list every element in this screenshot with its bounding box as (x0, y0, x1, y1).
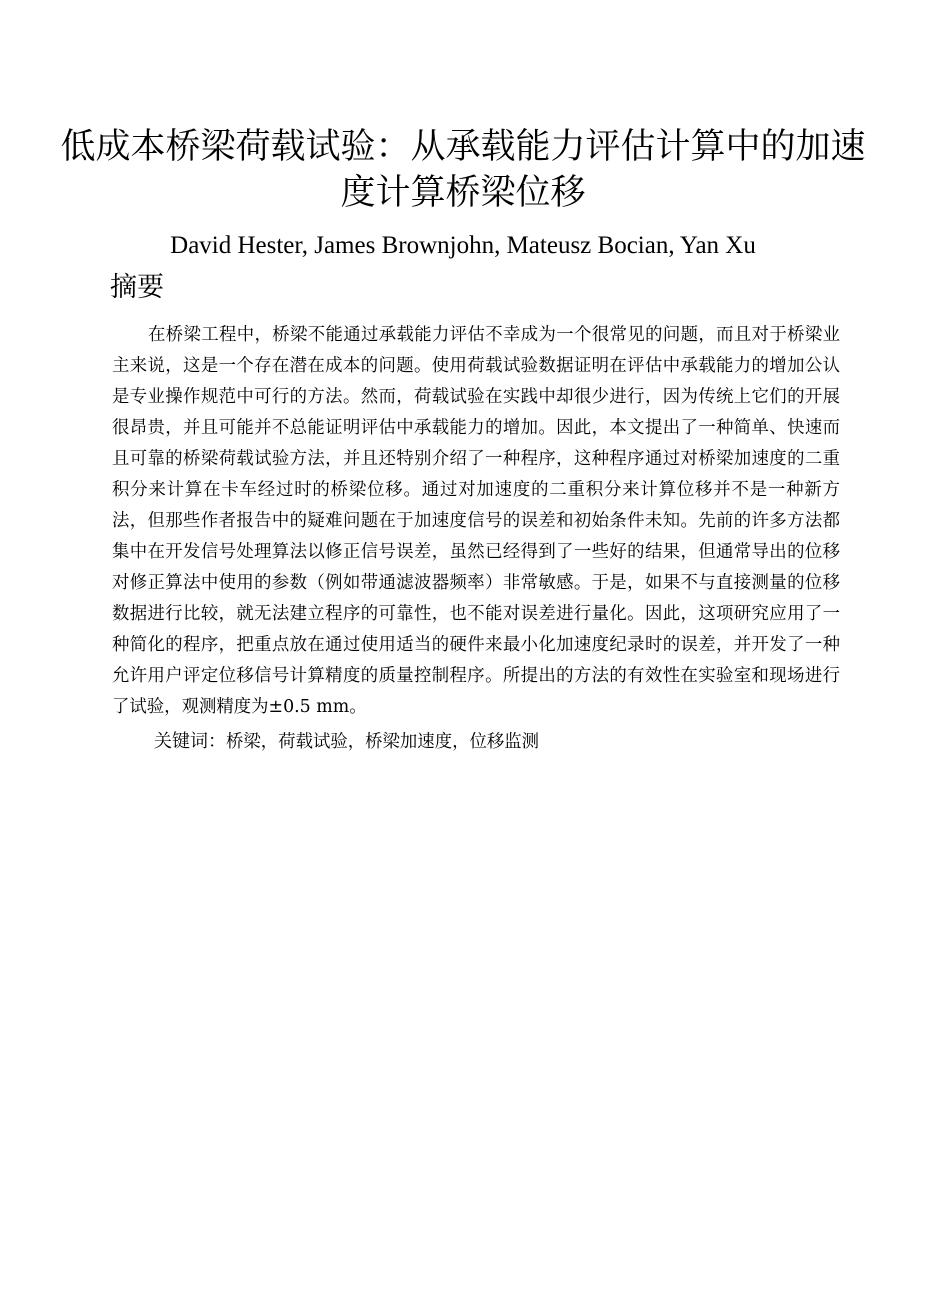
keywords-line (154, 726, 854, 758)
abstract-body: 在桥梁工程中，桥梁不能通过承载能力评估不幸成为一个很常见的问题，而且对于桥梁业主来说，这是一个存在潜在成本的问题。使用荷载试验数据证明在评估中承载能力的增加公认是专业操作规范中可行的方法。然而，荷载试验在实践中却很少进行，因为传统上它们的开展很昂贵，并且可能并不总能证明评估中承载能力的增加。因此，本文提出了一种简单、快速而且可靠的桥梁荷载试验方法，并且还特别介绍了一种程序，这种程序通过对桥梁加速度的二重积分来计算在卡车经过时的桥梁位移。通过对加速度的二重积分来计算位移并不是一种新方法，但那些作者报告中的疑难问题在于加速度信号的误差和初始条件未知。先前的许多方法都集中在开发信号处理算法以修正信号误差，虽然已经得到了一些好的结果，但通常导出的位移对修正算法中使用的参数（例如带通滤波器频率）非常敏感。于是，如果不与直接测量的位移数据进行比较，就无法建立程序的可靠性，也不能对误差进行量化。因此，这项研究应用了一种简化的程序，把重点放在通过使用适当的硬件来最小化加速度纪录时的误差，并开发了一种允许用户评定位移信号计算精度的质量控制程序。所提出的方法的有效性在实验室和现场进行了试验，观测精度为±0.5 mm。 (112, 325, 840, 717)
keywords-label: 关键词： (154, 731, 226, 752)
abstract-heading: 摘要 (110, 272, 164, 303)
paper-authors: David Hester, James Brownjohn, Mateusz Bocian, Yan Xu (170, 232, 756, 259)
paper-title: 低成本桥梁荷载试验：从承载能力评估计算中的加速度计算桥梁位移 (60, 127, 866, 213)
keywords-text: 桥梁，荷载试验，桥梁加速度，位移监测 (226, 732, 540, 752)
